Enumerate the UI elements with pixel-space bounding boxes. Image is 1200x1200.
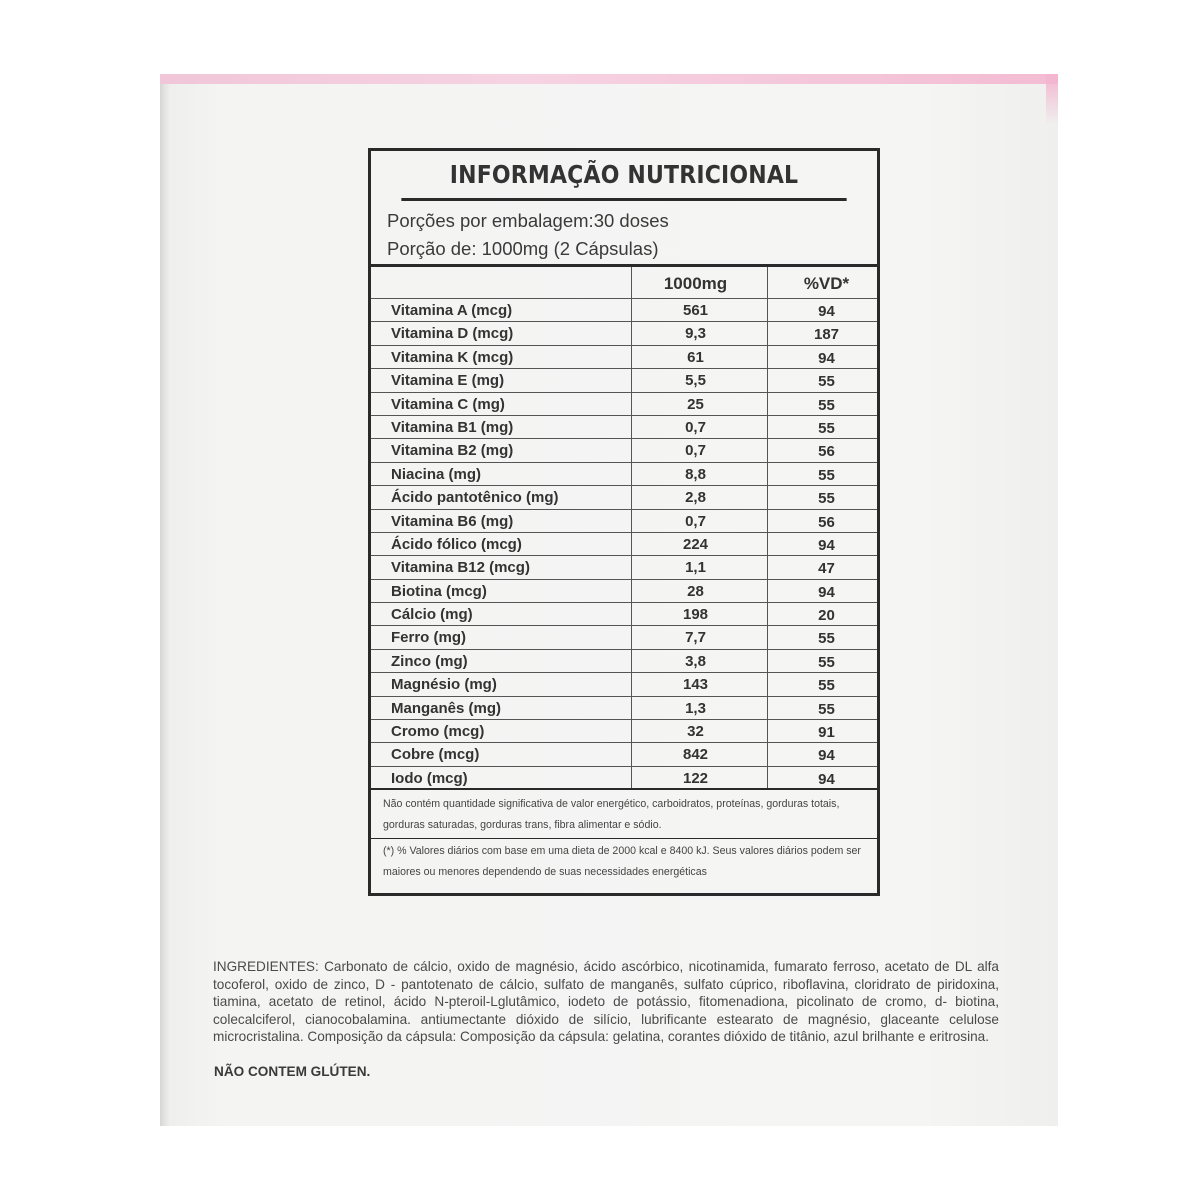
nutrient-daily-value: 94 (818, 770, 835, 788)
nutrient-name: Vitamina C (mg) (371, 393, 632, 415)
nutrient-amount: 28 (632, 580, 768, 602)
nutrient-row (371, 580, 877, 603)
nutrient-daily-value: 187 (813, 326, 840, 344)
nutrient-daily-value: 94 (818, 349, 835, 367)
nutrient-amount: 32 (632, 720, 768, 742)
nutrient-daily-value: 55 (818, 677, 835, 695)
nutrient-amount: 61 (632, 346, 768, 368)
nutrient-amount: 0,7 (632, 416, 768, 438)
nutrient-amount: 8,8 (632, 463, 768, 485)
nutrient-daily-value: 94 (818, 747, 835, 765)
nutrient-name: Iodo (mcg) (371, 767, 632, 788)
nutrient-name: Vitamina B12 (mcg) (371, 556, 632, 578)
nutrient-name: Niacina (mg) (371, 463, 632, 485)
nutrient-amount: 122 (632, 767, 768, 788)
footnote-daily-values: (*) % Valores diários com base em uma dieta de 2000 kcal e 8400 kJ. Seus valores diários podem ser maiores ou menores dependendo de suas necessidades energéticas (383, 845, 861, 879)
nutrient-row (371, 416, 877, 439)
nutrient-row (371, 603, 877, 626)
nutrient-row (371, 369, 877, 392)
nutrition-facts-table (368, 148, 880, 896)
gluten-notice: NÃO CONTEM GLÚTEN. (214, 1064, 371, 1079)
nutrient-amount: 3,8 (632, 650, 768, 672)
nutrient-amount: 198 (632, 603, 768, 625)
nutrient-row (371, 697, 877, 720)
nutrient-row (371, 743, 877, 766)
nutrient-daily-value: 47 (818, 560, 835, 578)
nutrient-name: Magnésio (mg) (371, 673, 632, 695)
nutrient-row (371, 556, 877, 579)
nutrient-amount: 9,3 (632, 322, 768, 344)
nutrient-amount: 561 (632, 299, 768, 321)
nutrient-row (371, 439, 877, 462)
nutrition-title: INFORMAÇÃO NUTRICIONAL (401, 151, 846, 201)
nutrient-amount: 842 (632, 743, 768, 765)
nutrient-rows (371, 299, 877, 790)
nutrient-grid (371, 267, 877, 790)
nutrient-daily-value: 55 (818, 700, 835, 718)
nutrient-name: Vitamina D (mcg) (371, 322, 632, 344)
nutrient-name: Ácido fólico (mcg) (371, 533, 632, 555)
package-edge-shadow (160, 84, 170, 1126)
servings-per-package: Porções por embalagem:30 doses (387, 210, 669, 231)
nutrient-amount: 224 (632, 533, 768, 555)
nutrient-amount: 5,5 (632, 369, 768, 391)
nutrient-name: Vitamina E (mg) (371, 369, 632, 391)
nutrient-daily-value: 20 (818, 607, 835, 625)
nutrient-daily-value: 55 (818, 396, 835, 414)
nutrient-amount: 2,8 (632, 486, 768, 508)
nutrient-name: Ácido pantotênico (mg) (371, 486, 632, 508)
nutrient-daily-value: 94 (818, 536, 835, 554)
nutrient-daily-value: 55 (818, 630, 835, 648)
nutrient-name: Vitamina B2 (mg) (371, 439, 632, 461)
nutrient-amount: 25 (632, 393, 768, 415)
nutrient-name: Vitamina A (mcg) (371, 299, 632, 321)
nutrient-amount: 7,7 (632, 626, 768, 648)
nutrient-name: Vitamina K (mcg) (371, 346, 632, 368)
nutrition-footnotes (371, 790, 877, 883)
nutrient-name: Ferro (mg) (371, 626, 632, 648)
footnote-not-significant: Não contém quantidade significativa de valor energético, carboidratos, proteínas, gorduras totais, gorduras saturadas, gorduras trans, fibra alimentar e sódio. (371, 794, 877, 839)
nutrient-name: Biotina (mcg) (371, 580, 632, 602)
nutrient-name: Cromo (mcg) (371, 720, 632, 742)
nutrient-amount: 0,7 (632, 510, 768, 532)
nutrient-amount: 143 (632, 673, 768, 695)
nutrient-name: Vitamina B6 (mg) (371, 510, 632, 532)
nutrient-daily-value: 91 (818, 724, 835, 742)
nutrient-name: Cobre (mcg) (371, 743, 632, 765)
nutrient-name: Zinco (mg) (371, 650, 632, 672)
package-pink-edge (160, 74, 1058, 84)
nutrient-row (371, 673, 877, 696)
serving-size: Porção de: 1000mg (2 Cápsulas) (387, 238, 659, 259)
nutrient-daily-value: 55 (818, 419, 835, 437)
nutrient-row (371, 767, 877, 790)
nutrient-row (371, 626, 877, 649)
nutrient-row (371, 393, 877, 416)
nutrient-row (371, 299, 877, 322)
nutrient-row (371, 486, 877, 509)
nutrient-row (371, 650, 877, 673)
nutrient-amount: 1,3 (632, 697, 768, 719)
header-amount: 1000mg (632, 267, 768, 298)
nutrient-name: Vitamina B1 (mg) (371, 416, 632, 438)
package-pink-corner (1046, 74, 1058, 124)
nutrient-daily-value: 55 (818, 373, 835, 391)
nutrient-daily-value: 94 (818, 583, 835, 601)
nutrient-row (371, 510, 877, 533)
header-nutrient (371, 267, 632, 298)
nutrient-row (371, 533, 877, 556)
nutrient-daily-value: 56 (818, 443, 835, 461)
nutrient-row (371, 463, 877, 486)
nutrient-amount: 1,1 (632, 556, 768, 578)
nutrient-amount: 0,7 (632, 439, 768, 461)
nutrient-row (371, 720, 877, 743)
nutrient-daily-value: 55 (818, 653, 835, 671)
nutrient-name: Cálcio (mg) (371, 603, 632, 625)
nutrient-daily-value: 55 (818, 466, 835, 484)
nutrient-row (371, 322, 877, 345)
nutrient-daily-value: 94 (818, 303, 835, 320)
nutrient-row (371, 346, 877, 369)
nutrient-header-row (371, 267, 877, 299)
serving-info (371, 201, 877, 267)
nutrient-name: Manganês (mg) (371, 697, 632, 719)
ingredients-text: INGREDIENTES: Carbonato de cálcio, oxido de magnésio, ácido ascórbico, nicotinamida, fumarato ferroso, acetato de DL alfa tocoferol, oxido de zinco, D - pantotenato de cálcio, sulfato de manganês, sulfato cúprico, riboflavina, cloridrato de piridoxina, tiamina, acetato de retinol, ácido N-pteroil-Lglutâmico, iodeto de potássio, fitomenadiona, picolinato de cromo, d- biotina, colecalciferol, cianocobalamina. antiumectante dióxido de silício, lubrificante estearato de magnésio, glaceante celulose microcristalina. Composição da cápsula: Composição da cápsula: gelatina, corantes dióxido de titânio, azul brilhante e eritrosina. (213, 959, 999, 1044)
nutrient-daily-value: 55 (818, 490, 835, 508)
header-daily-value: %VD* (803, 274, 850, 293)
nutrient-daily-value: 56 (818, 513, 835, 531)
